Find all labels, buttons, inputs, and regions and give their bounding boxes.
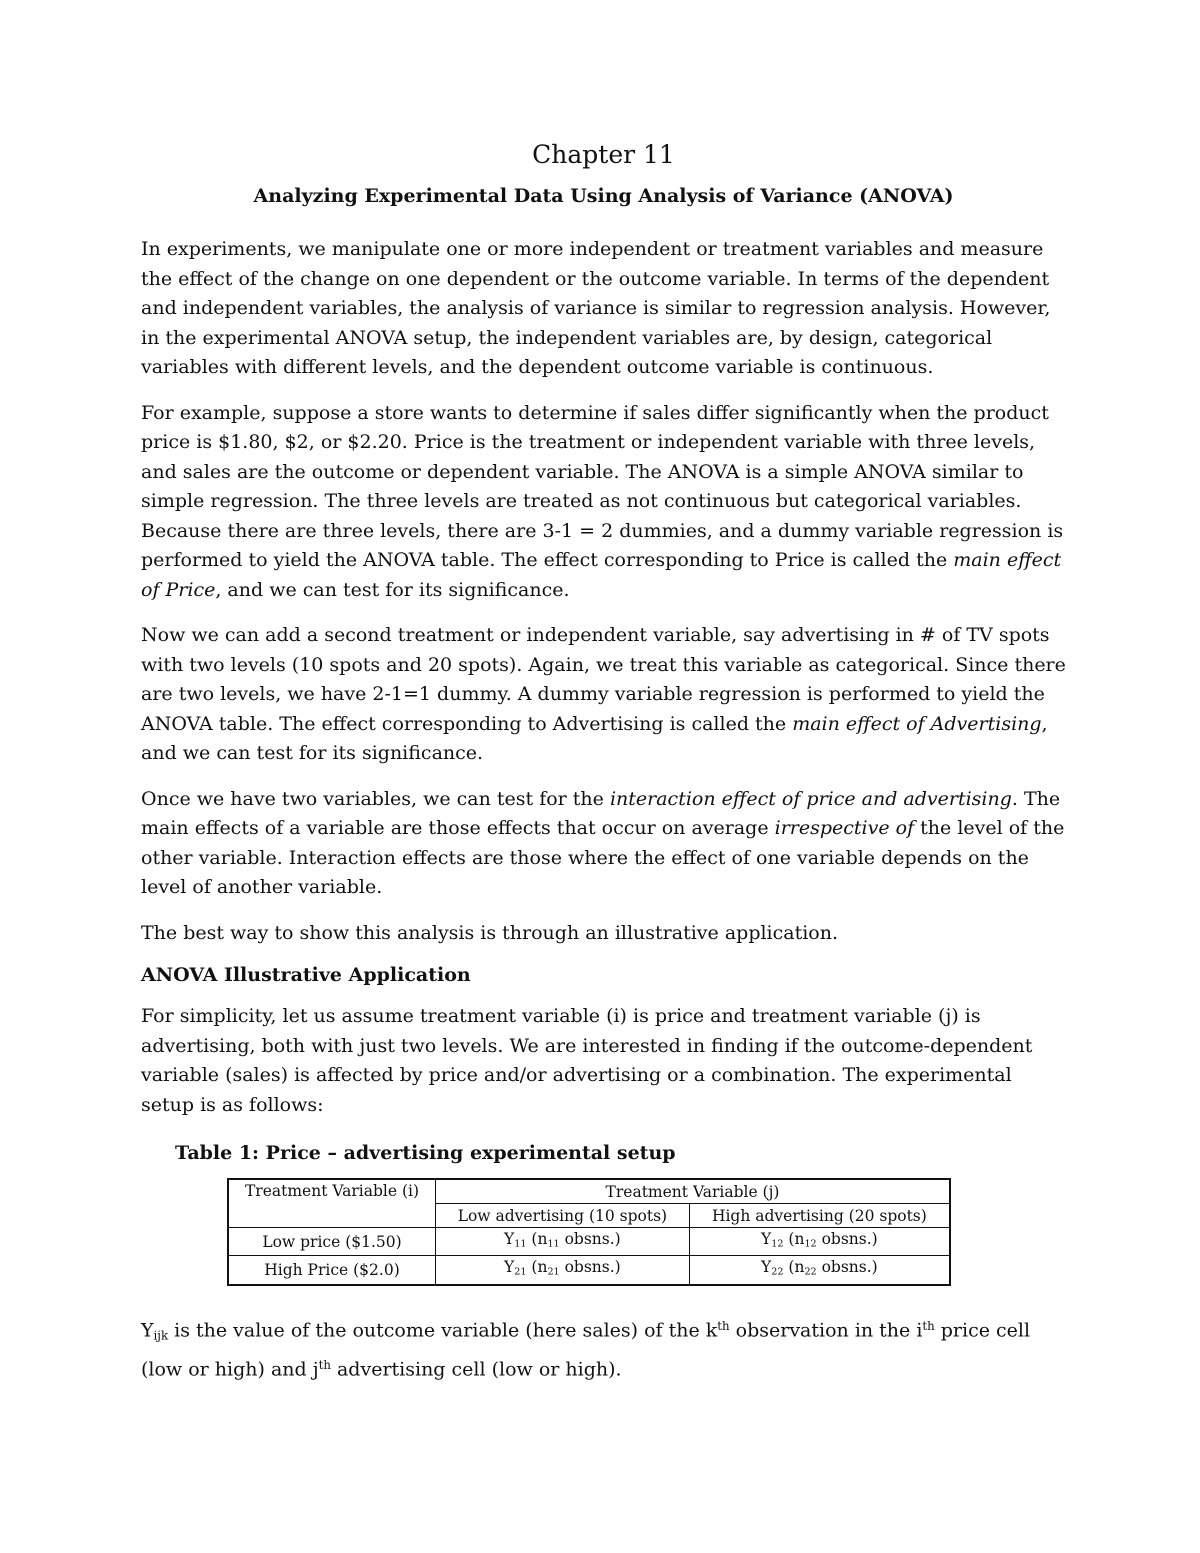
paragraph-advertising [141,621,1066,769]
document-page [141,140,1066,1401]
cell-text: Y [761,1258,772,1277]
table-row [228,1228,950,1256]
cell-y11 [436,1228,690,1256]
cell-text: Y [504,1230,515,1248]
cell-y22 [689,1256,950,1285]
cell-subscript: 21 [514,1266,527,1278]
text-run: , and we can test for its significance. [215,578,570,601]
paragraph-best-way: The best way to show this analysis is through an illustrative application. [141,921,839,944]
emphasis-main-effect-advertising: main effect of Advertising [792,712,1042,735]
text-run: Once we have two variables, we can test for the [141,787,610,810]
table-header-row [228,1179,950,1204]
row-label-high-price: High Price ($2.0) [228,1256,436,1285]
text-run: is the value of the outcome variable (here sales) of the k [168,1319,718,1342]
text-run: Y [141,1319,154,1342]
cell-text: obsns.) [559,1230,621,1248]
chapter-subtitle: Analyzing Experimental Data Using Analysis of Variance (ANOVA) [253,185,954,207]
cell-y12 [689,1228,950,1256]
text-run: . The main effects of a variable are those effects that occur on average [141,787,1061,839]
cell-subscript: 22 [771,1266,784,1278]
cell-subscript: 12 [804,1238,817,1250]
cell-subscript: 21 [547,1266,560,1278]
experimental-setup-table [227,1178,951,1286]
subscript-ijk: ijk [153,1328,169,1343]
text-run: observation in the i [729,1319,923,1342]
text-run: Now we can add a second treatment or independent variable, say advertising in # of TV spots with two levels (10 spots and 20 spots). Again, we treat this variable as categorical. Since there are two levels, we have 2-1=1 dummy. A dummy variable regression is performed to yield the ANOVA table. The effect corresponding to Advertising is called the [141,624,1066,735]
header-high-advertising: High advertising (20 spots) [689,1204,950,1228]
row-label-low-price: Low price ($1.50) [228,1228,436,1256]
paragraph-yijk-definition [141,1312,1066,1385]
cell-text: (n [783,1258,805,1277]
table-row [228,1256,950,1285]
superscript-th: th [922,1318,935,1333]
cell-text: (n [783,1230,805,1248]
paragraph-interaction [141,785,1066,903]
cell-y21 [436,1256,690,1285]
emphasis-irrespective: irrespective of [774,817,915,839]
cell-text: (n [526,1258,548,1277]
cell-text: obsns.) [816,1230,878,1248]
cell-subscript: 11 [514,1238,527,1250]
paragraph-intro: In experiments, we manipulate one or more independent or treatment variables and measure the effect of the change on one dependent or the outcome variable. In terms of the dependent and independent variables, the analysis of variance is similar to regression analysis. However, in the experimental ANOVA setup, the independent variables are, by design, categorical variables with different levels, and the dependent outcome variable is continuous. [141,238,1051,378]
cell-text: obsns.) [559,1258,621,1277]
table-caption: Table 1: Price – advertising experimental setup [175,1142,676,1164]
cell-subscript: 11 [547,1238,560,1250]
text-run: For example, suppose a store wants to determine if sales differ significantly when the product price is $1.80, $2, or $2.20. Price is the treatment or independent variable with three levels, and sales are the outcome or dependent variable. The ANOVA is a simple ANOVA similar to simple regression. The three levels are treated as not continuous but categorical variables. Because there are three levels, there are 3-1 = 2 dummies, and a dummy variable regression is performed to yield the ANOVA table. The effect corresponding to Price is called the [141,401,1064,571]
paragraph-setup: For simplicity, let us assume treatment variable (i) is price and treatment variable (j) is advertising, both with just two levels. We are interested in finding if the outcome-dependent variable (sales) is affected by price and/or advertising or a combination. The experimental setup is as follows: [141,1005,1033,1116]
paragraph-price-example [141,399,1066,606]
cell-subscript: 12 [771,1238,784,1250]
header-low-advertising: Low advertising (10 spots) [436,1204,690,1228]
section-heading: ANOVA Illustrative Application [141,964,471,986]
cell-text: Y [761,1230,772,1248]
cell-text: obsns.) [816,1258,878,1277]
text-run: the level of the other variable. Interaction effects are those where the effect of one variable depends on the level of another variable. [141,817,1065,898]
emphasis-interaction-effect: interaction effect of price and advertising [609,787,1012,810]
superscript-th: th [717,1318,730,1333]
cell-text: Y [504,1258,515,1277]
text-run: advertising cell (low or high). [330,1358,622,1381]
cell-subscript: 22 [804,1266,817,1278]
cell-text: (n [526,1230,548,1248]
superscript-th: th [318,1357,331,1372]
header-treatment-i: Treatment Variable (i) [228,1179,436,1228]
text-run: price cell (low or high) and j [141,1319,1031,1381]
text-run: , and we can test for its significance. [141,712,1048,764]
emphasis-main-effect-price: main effect of Price [141,549,1062,601]
header-treatment-j: Treatment Variable (j) [436,1179,951,1204]
chapter-title: Chapter 11 [532,140,675,169]
